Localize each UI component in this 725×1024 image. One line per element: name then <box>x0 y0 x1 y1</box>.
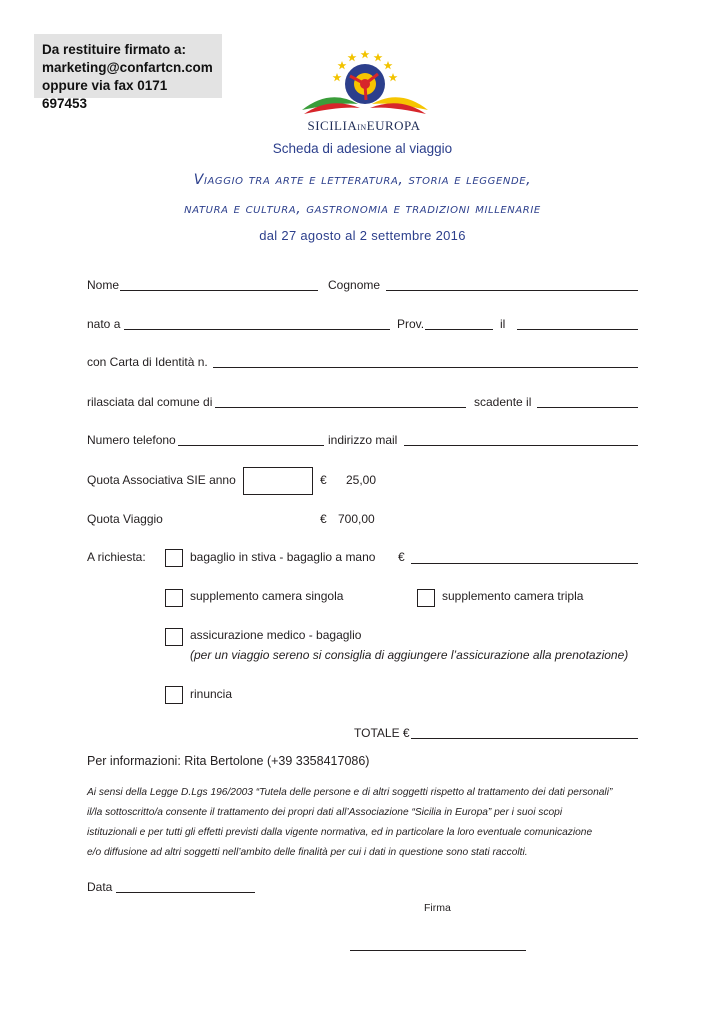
membership-currency: € <box>320 473 327 487</box>
insurance-label: assicurazione medico - bagaglio <box>190 628 362 642</box>
logo-wordmark: SICILIAINEUROPA <box>307 118 421 133</box>
signature-field[interactable] <box>350 950 526 951</box>
privacy-notice <box>87 783 640 863</box>
date-label: Data <box>87 880 113 894</box>
on-request-label: A richiesta: <box>87 550 146 564</box>
contact-info: Per informazioni: Rita Bertolone (+39 3358417086) <box>87 754 370 768</box>
privacy-line-3: istituzionali e per tutti gli effetti previsti dalla vigente normativa, ed in particolare la loro eventuale comunicazione <box>87 827 593 838</box>
phone-label: Numero telefono <box>87 433 176 447</box>
prov-label: Prov. <box>397 317 425 331</box>
total-field[interactable] <box>411 738 638 739</box>
birthdate-field[interactable] <box>517 329 638 330</box>
triple-room-label: supplemento camera tripla <box>442 589 584 603</box>
luggage-label: bagaglio in stiva - bagaglio a mano <box>190 550 376 564</box>
birthdate-label: il <box>500 317 506 331</box>
membership-fee-label: Quota Associativa SIE anno <box>87 473 236 487</box>
trip-fee-currency: € <box>320 512 327 526</box>
prov-field[interactable] <box>425 329 493 330</box>
expiry-field[interactable] <box>537 407 638 408</box>
trip-dates: dal 27 agosto al 2 settembre 2016 <box>259 228 466 243</box>
issued-by-label: rilasciata dal comune di <box>87 395 213 409</box>
phone-field[interactable] <box>178 445 324 446</box>
id-card-label: con Carta di Identità n. <box>87 355 208 369</box>
insurance-note: (per un viaggio sereno si consiglia di aggiungere l’assicurazione alla prenotazione) <box>190 648 629 662</box>
triple-room-checkbox[interactable] <box>417 589 435 607</box>
return-instructions-box <box>34 34 222 111</box>
email-label: indirizzo mail <box>328 433 398 447</box>
trip-fee-label: Quota Viaggio <box>87 512 163 526</box>
privacy-line-2: il/la sottoscritto/a consente il trattamento dei propri dati all’Associazione “Sicilia in Europa” per i suoi scopi <box>87 807 563 818</box>
luggage-checkbox[interactable] <box>165 549 183 567</box>
cognome-label: Cognome <box>328 278 381 292</box>
signature-label: Firma <box>424 902 451 914</box>
expiry-label: scadente il <box>474 395 532 409</box>
date-field[interactable] <box>116 892 255 893</box>
total-label: TOTALE € <box>354 726 410 740</box>
trip-title-line-1: Viaggio tra arte e letteratura, storia e leggende, <box>193 172 532 188</box>
nome-label: Nome <box>87 278 120 292</box>
return-email: marketing@confartcn.com <box>42 60 213 75</box>
return-fax: oppure via fax 0171 697453 <box>42 78 168 111</box>
trip-title-line-2: natura e cultura, gastronomia e tradizioni millenarie <box>184 201 541 217</box>
nome-field[interactable] <box>120 290 318 291</box>
luggage-amount-field[interactable] <box>411 563 638 564</box>
single-room-label: supplemento camera singola <box>190 589 344 603</box>
privacy-line-4: e/o diffusione ad altri soggetti nell’ambito delle finalità per cui i dati in questione sono stati raccolti. <box>87 847 528 858</box>
single-room-checkbox[interactable] <box>165 589 183 607</box>
luggage-currency: € <box>398 550 405 564</box>
id-card-field[interactable] <box>213 367 638 368</box>
membership-year-input[interactable] <box>243 467 313 495</box>
cancellation-label: rinuncia <box>190 687 233 701</box>
cognome-field[interactable] <box>386 290 638 291</box>
birthplace-field[interactable] <box>124 329 390 330</box>
insurance-checkbox[interactable] <box>165 628 183 646</box>
form-title: Scheda di adesione al viaggio <box>272 141 453 156</box>
return-line-1: Da restituire firmato a: <box>42 42 187 57</box>
nato-a-label: nato a <box>87 317 121 331</box>
privacy-line-1: Ai sensi della Legge D.Lgs 196/2003 “Tutela delle persone e di altri soggetti rispetto al trattamento dei dati personali” <box>87 787 613 798</box>
cancellation-checkbox[interactable] <box>165 686 183 704</box>
issued-by-field[interactable] <box>215 407 466 408</box>
trip-fee-amount: 700,00 <box>338 512 375 526</box>
email-field[interactable] <box>404 445 638 446</box>
membership-amount: 25,00 <box>346 473 377 487</box>
